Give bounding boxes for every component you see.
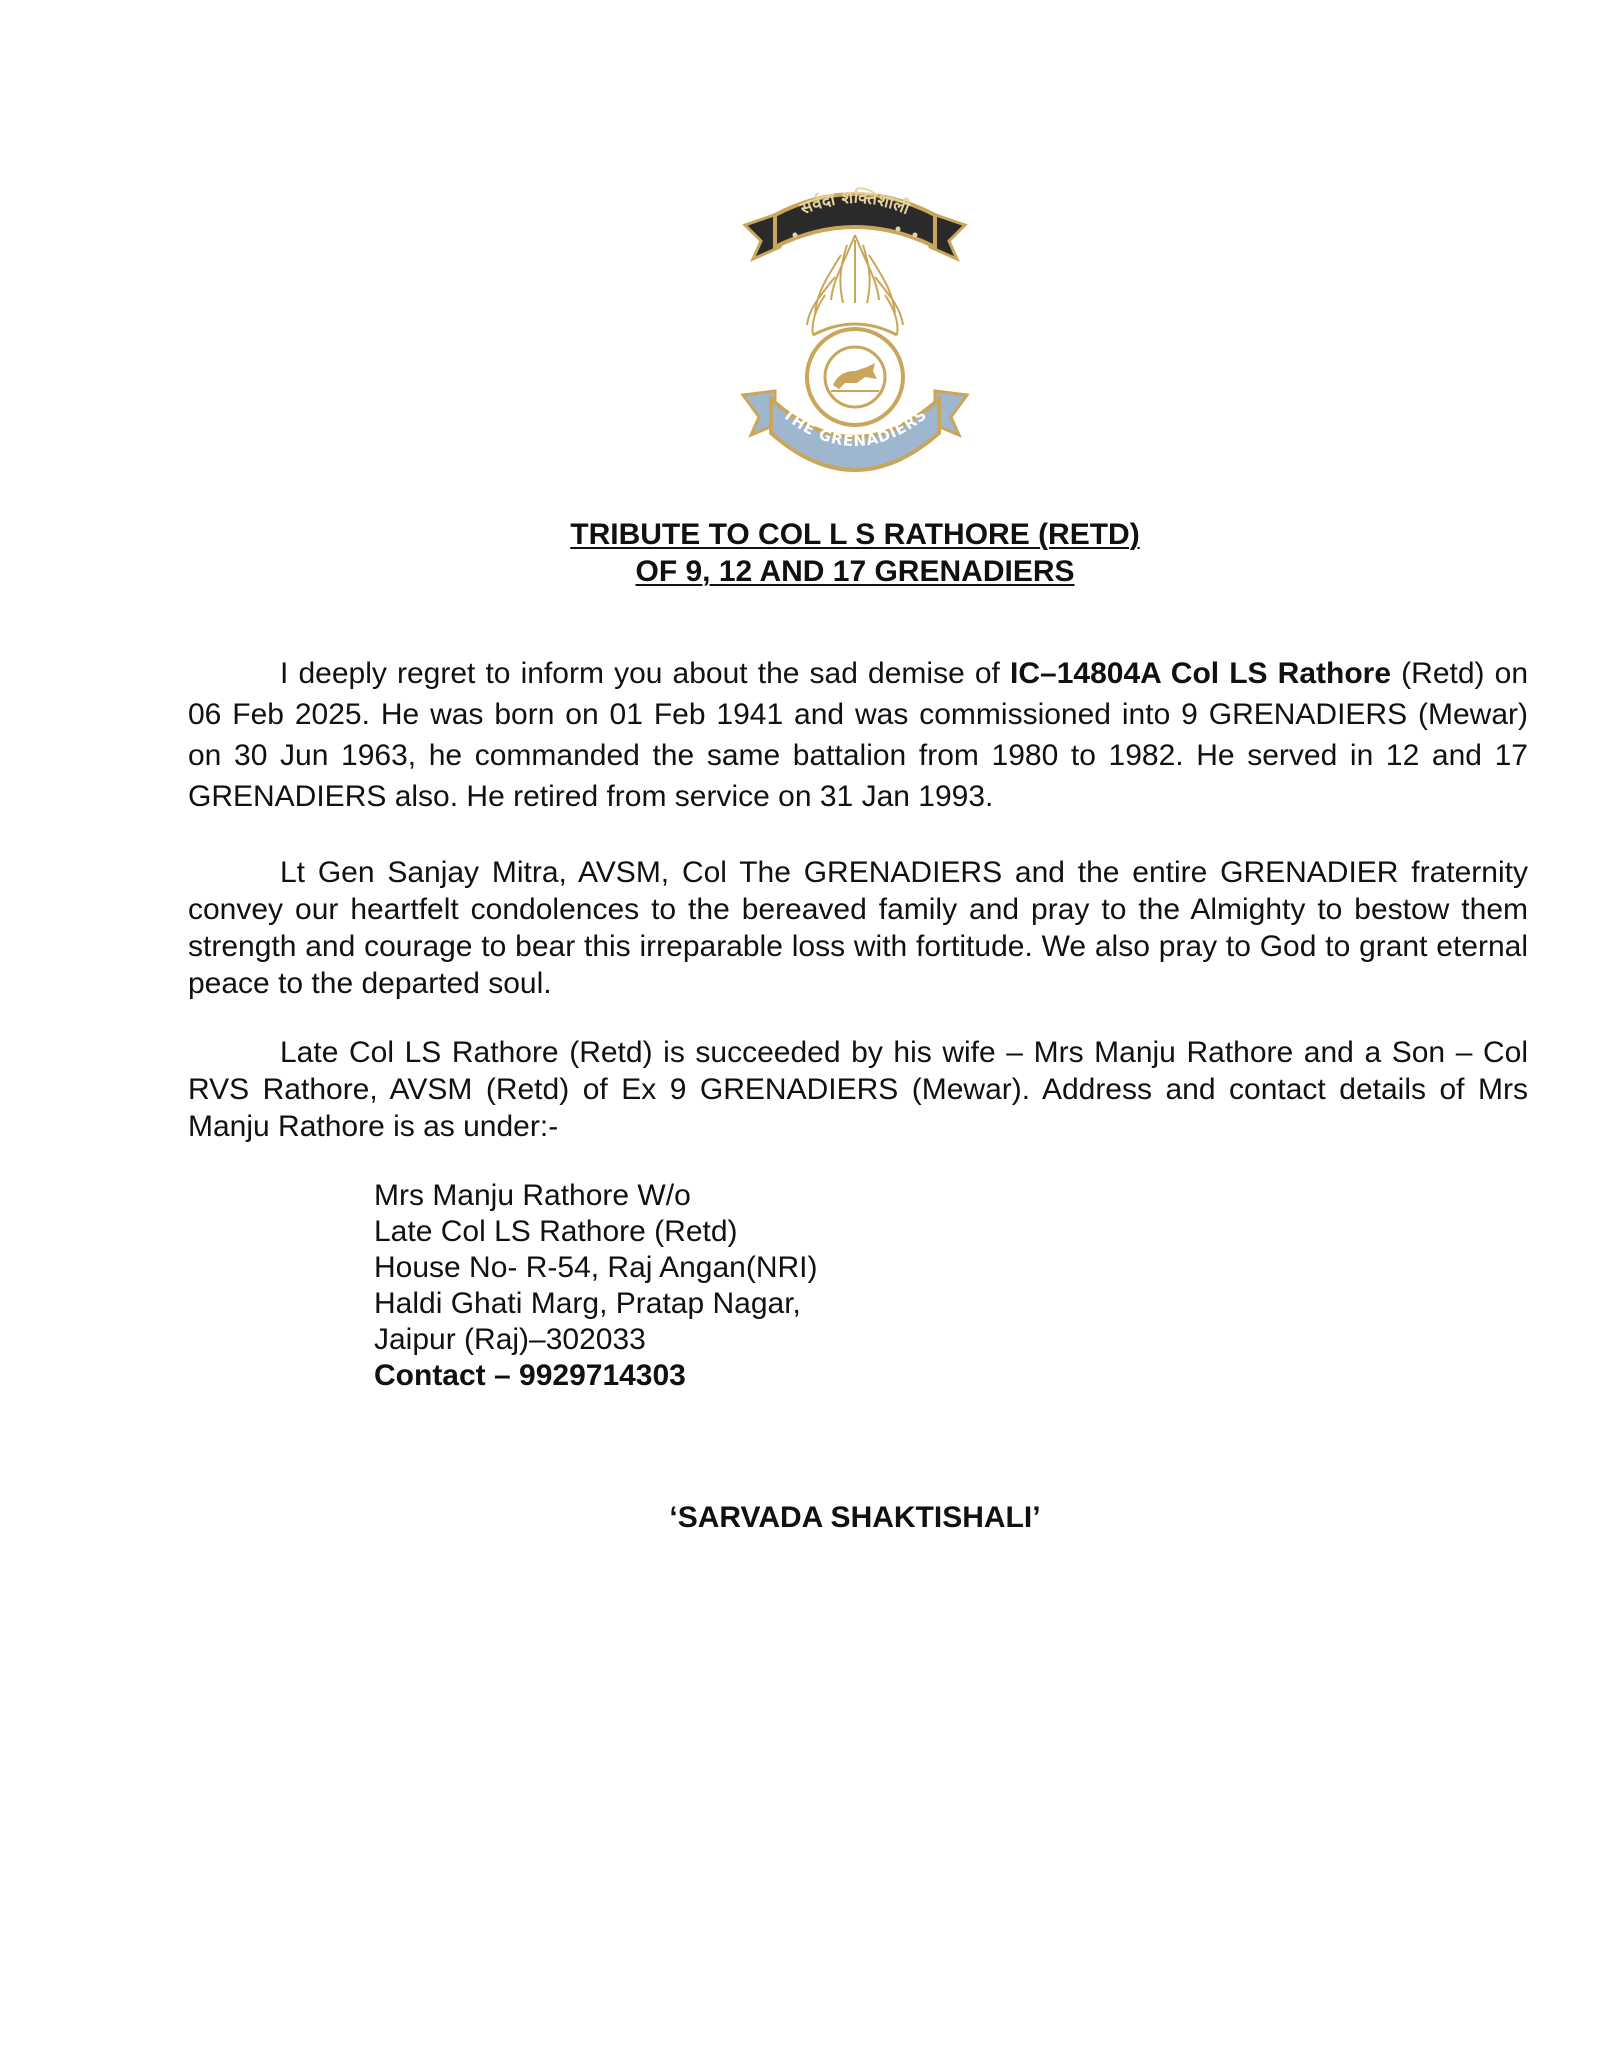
paragraph-2-text: Lt Gen Sanjay Mitra, AVSM, Col The GRENADIERS and the entire GRENADIER fraternity convey our heartfelt condolences to the bereaved family and pray to the Almighty to bestow them strength and courage to bear this irreparable loss with fortitude. We also pray to God to grant eternal peace to the departed soul. bbox=[188, 856, 1528, 1000]
address-line-5: Jaipur (Raj)–302033 bbox=[374, 1323, 646, 1356]
paragraph-demise bbox=[188, 653, 1528, 817]
svg-text:सर्वदा शक्तिशाली: सर्वदा शक्तिशाली bbox=[797, 187, 913, 220]
contact-number: Contact – 9929714303 bbox=[374, 1359, 686, 1392]
paragraph-1-intro: I deeply regret to inform you about the sad demise of bbox=[280, 657, 1011, 690]
regimental-motto: ‘SARVADA SHAKTISHALI’ bbox=[669, 1501, 1041, 1534]
svg-text:THE GRENADIERS: THE GRENADIERS bbox=[779, 405, 931, 451]
officer-name: IC–14804A Col LS Rathore bbox=[1010, 657, 1392, 690]
paragraph-condolences bbox=[188, 854, 1528, 1002]
title-line-1: TRIBUTE TO COL L S RATHORE (RETD) bbox=[570, 518, 1140, 551]
title-line-2: OF 9, 12 AND 17 GRENADIERS bbox=[635, 555, 1075, 588]
address-line-4: Haldi Ghati Marg, Pratap Nagar, bbox=[374, 1287, 801, 1320]
address-line-2: Late Col LS Rathore (Retd) bbox=[374, 1215, 738, 1248]
emblem-grenade bbox=[807, 329, 903, 425]
grenadiers-emblem bbox=[735, 185, 975, 475]
address-line-3: House No- R-54, Raj Angan(NRI) bbox=[374, 1251, 818, 1284]
paragraph-1-rest: (Retd) on 06 Feb 2025. He was born on 01 Feb 1941 and was commissioned into 9 GRENADIERS (Mewar) on 30 Jun 1963, he commanded the same battalion from 1980 to 1982. He served in 12 and 17 GRENADIERS also. He retired from service on 31 Jan 1993. bbox=[188, 657, 1528, 813]
emblem-flame bbox=[807, 235, 903, 335]
address-block bbox=[374, 1178, 818, 1394]
document-title bbox=[0, 516, 1600, 590]
paragraph-family bbox=[188, 1034, 1528, 1145]
address-line-1: Mrs Manju Rathore W/o bbox=[374, 1179, 691, 1212]
paragraph-3-text: Late Col LS Rathore (Retd) is succeeded by his wife – Mrs Manju Rathore and a Son – Col RVS Rathore, AVSM (Retd) of Ex 9 GRENADIERS (Mewar). Address and contact details of Mrs Manju Rathore is as under:- bbox=[188, 1036, 1528, 1143]
